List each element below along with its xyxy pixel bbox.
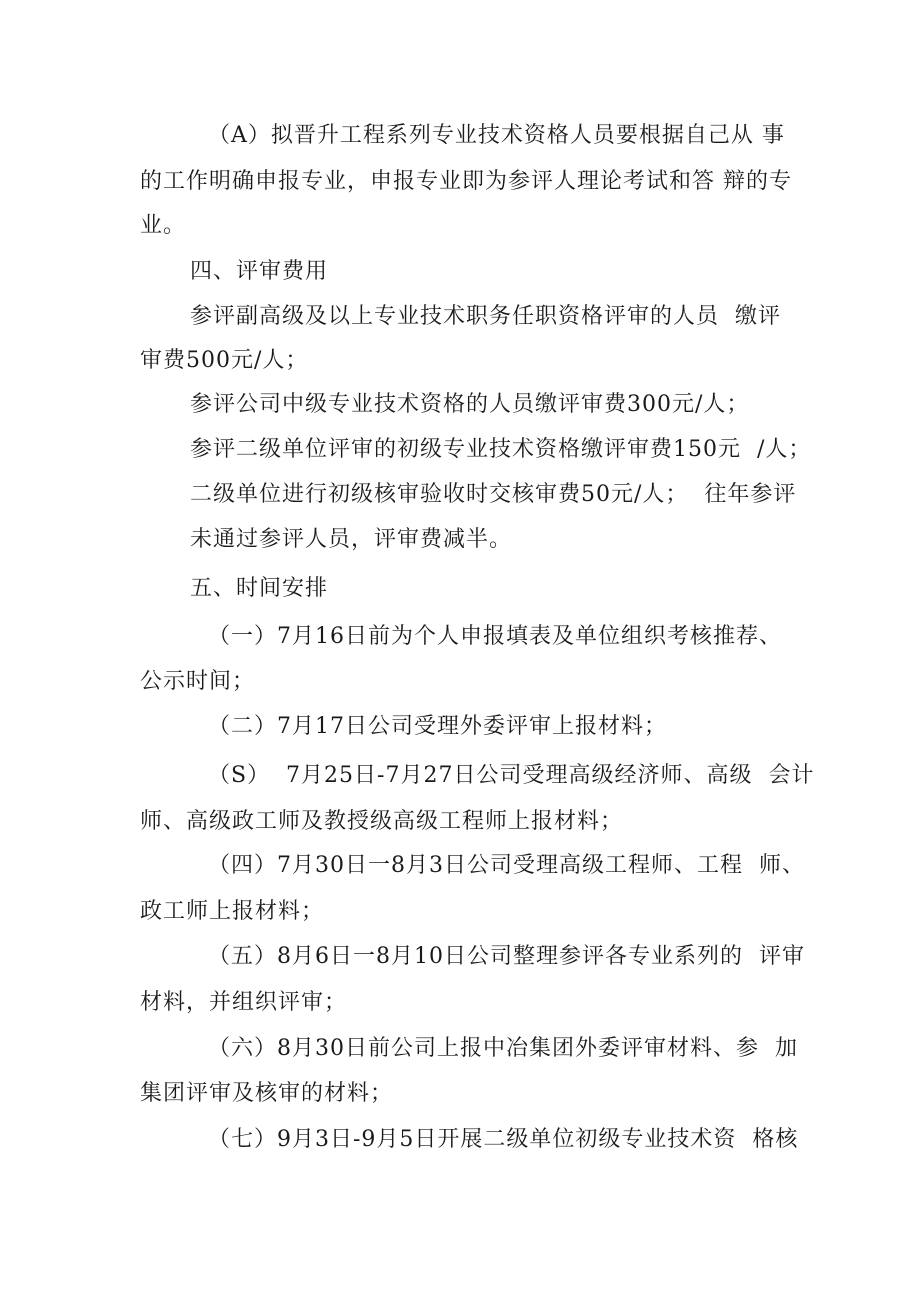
schedule-item-2: （二）7月17日公司受理外委评审上报材料； xyxy=(208,714,667,739)
section-heading-review-fees: 四、评审费用 xyxy=(190,259,329,284)
paragraph-a-line-1: （A）拟晋升工程系列专业技术资格人员要根据自己从 事 xyxy=(208,123,785,148)
schedule-item-3-line-2: 师、高级政工师及教授级高级工程师上报材料； xyxy=(140,809,624,834)
paragraph-a-line-2: 的工作明确申报专业，申报专业即为参评人理论考试和答 辩的专 xyxy=(140,169,792,194)
schedule-item-3-line-1: （S） 7月25日-7月27日公司受理高级经济师、高级 会计 xyxy=(208,763,815,788)
fee-line-5: 二级单位进行初级核审验收时交核审费50元/人； 往年参评 xyxy=(190,482,797,507)
fee-line-2: 审费500元/人； xyxy=(140,348,309,373)
fee-line-3: 参评公司中级专业技术资格的人员缴评审费300元/人； xyxy=(190,392,750,417)
section-heading-schedule: 五、时间安排 xyxy=(190,576,329,601)
fee-line-1: 参评副高级及以上专业技术职务任职资格评审的人员 缴评 xyxy=(190,304,781,329)
schedule-item-5-line-1: （五）8月6日一8月10日公司整理参评各专业系列的 评审 xyxy=(208,944,805,969)
fee-line-6: 未通过参评人员，评审费减半。 xyxy=(190,527,513,552)
schedule-item-4-line-2: 政工师上报材料； xyxy=(140,899,325,924)
schedule-item-5-line-2: 材料，并组织评审； xyxy=(140,990,348,1015)
schedule-item-1-line-2: 公示时间； xyxy=(140,669,256,694)
schedule-item-4-line-1: （四）7月30日一8月3日公司受理高级工程师、工程 师、 xyxy=(208,853,805,878)
schedule-item-6-line-2: 集团评审及核审的材料； xyxy=(140,1081,394,1106)
paragraph-a-line-3: 业。 xyxy=(140,213,187,238)
fee-line-4: 参评二级单位评审的初级专业技术资格缴评审费150元 /人； xyxy=(190,437,812,462)
schedule-item-1-line-1: （一）7月16日前为个人申报填表及单位组织考核推荐、 xyxy=(208,624,782,649)
schedule-item-6-line-1: （六）8月30日前公司上报中冶集团外委评审材料、参 加 xyxy=(208,1036,798,1061)
schedule-item-7-line-1: （七）9月3日-9月5日开展二级单位初级专业技术资 格核 xyxy=(208,1127,799,1152)
